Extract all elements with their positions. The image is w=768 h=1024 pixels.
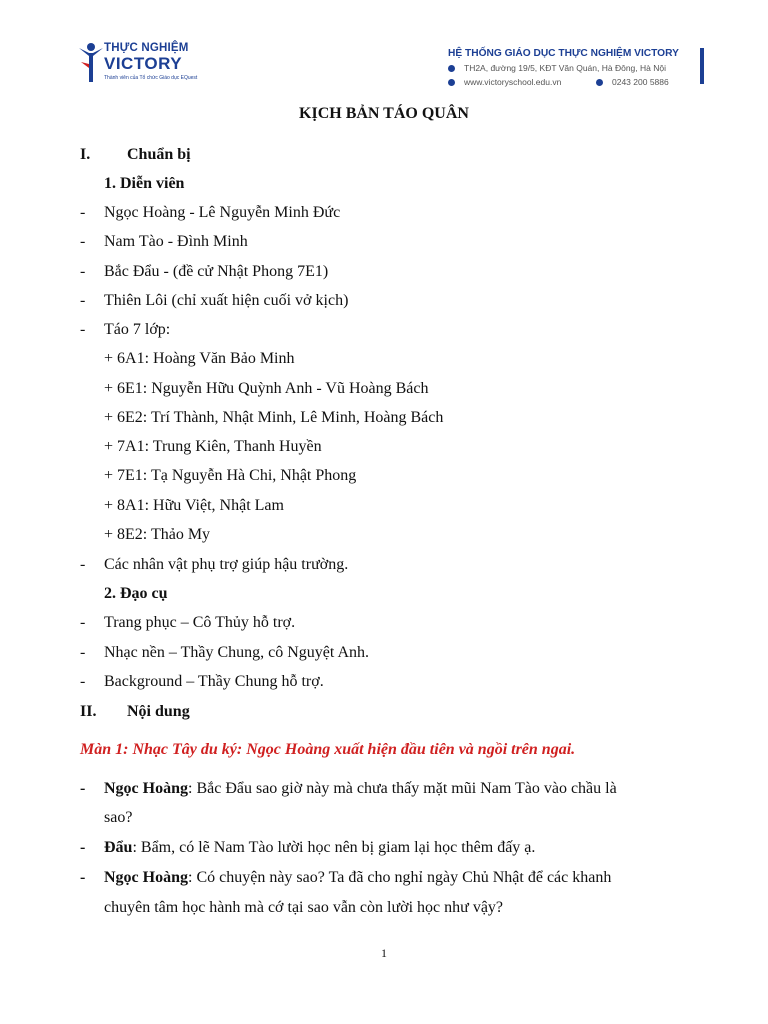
- list-item: Bắc Đẩu - (đề cử Nhật Phong 7E1): [104, 263, 329, 280]
- dialogue-text: sao?: [104, 809, 133, 826]
- org-name: HỆ THỐNG GIÁO DỤC THỰC NGHIỆM VICTORY: [448, 48, 679, 59]
- speaker-name: Đẩu: [104, 839, 133, 856]
- section-2-title: Nội dung: [127, 703, 190, 720]
- dialogue-line: [104, 779, 704, 799]
- scene-heading: Màn 1: Nhạc Tây du ký: Ngọc Hoàng xuất hiện đầu tiên và ngồi trên ngai.: [80, 741, 576, 758]
- phone-text: 0243 200 5886: [612, 77, 669, 87]
- page-number: 1: [381, 946, 387, 960]
- class-item: + 7A1: Trung Kiên, Thanh Huyền: [104, 438, 322, 455]
- dialogue-line: [104, 838, 535, 858]
- website-row: [448, 77, 561, 87]
- dialogue-bullet: -: [80, 869, 86, 886]
- list-item: Nhạc nền – Thầy Chung, cô Nguyệt Anh.: [104, 644, 369, 661]
- list-item-bullet: -: [80, 263, 86, 280]
- logo-text-line2: VICTORY: [104, 54, 183, 73]
- website-link[interactable]: www.victoryschool.edu.vn: [464, 77, 562, 87]
- list-item-bullet: -: [80, 321, 86, 338]
- speaker-name: Ngọc Hoàng: [104, 869, 188, 886]
- subsection-props: 2. Đạo cụ: [104, 585, 168, 602]
- list-item: Thiên Lôi (chỉ xuất hiện cuối vở kịch): [104, 292, 349, 309]
- dialogue-line: [104, 868, 704, 888]
- list-item: Nam Tào - Đình Minh: [104, 233, 248, 250]
- phone-icon: [596, 79, 603, 86]
- list-item-bullet: -: [80, 204, 86, 221]
- dialogue-text: : Có chuyện này sao? Ta đã cho nghỉ ngày Chủ Nhật để các khanh: [188, 869, 612, 886]
- list-item-bullet: -: [80, 644, 86, 661]
- location-icon: [448, 65, 455, 72]
- class-item: + 8E2: Thảo My: [104, 526, 211, 543]
- class-item: + 7E1: Tạ Nguyễn Hà Chi, Nhật Phong: [104, 467, 357, 484]
- list-item-bullet: -: [80, 556, 86, 573]
- phone-row: [596, 77, 669, 87]
- list-item-bullet: -: [80, 673, 86, 690]
- section-1-title: Chuẩn bị: [127, 146, 191, 163]
- address-text: TH2A, đường 19/5, KĐT Văn Quán, Hà Đông, Hà Nội: [464, 63, 666, 73]
- section-2-number: II.: [80, 703, 97, 720]
- page-title: KỊCH BẢN TÁO QUÂN: [299, 105, 469, 122]
- speaker-name: Ngọc Hoàng: [104, 780, 188, 797]
- subsection-actors: 1. Diễn viên: [104, 175, 185, 192]
- logo-tagline: Thành viên của Tổ chức Giáo dục EQuest: [104, 75, 198, 81]
- section-1-number: I.: [80, 146, 91, 163]
- class-item: + 6A1: Hoàng Văn Bảo Minh: [104, 350, 295, 367]
- victory-figure-icon: [78, 42, 104, 86]
- class-item: + 8A1: Hữu Việt, Nhật Lam: [104, 497, 284, 514]
- dialogue-text: : Bẩm, có lẽ Nam Tào lười học nên bị giam lại học thêm đấy ạ.: [132, 839, 536, 856]
- dialogue-text: chuyên tâm học hành mà cớ tại sao vẫn còn lười học như vậy?: [104, 899, 504, 916]
- list-item: Táo 7 lớp:: [104, 321, 171, 338]
- dialogue-bullet: -: [80, 780, 86, 797]
- globe-icon: [448, 79, 455, 86]
- dialogue-text: : Bắc Đẩu sao giờ này mà chưa thấy mặt mũi Nam Tào vào chầu là: [188, 780, 617, 797]
- list-item-bullet: -: [80, 233, 86, 250]
- list-item: Ngọc Hoàng - Lê Nguyễn Minh Đức: [104, 204, 341, 221]
- logo-text-line1: THỰC NGHIỆM: [104, 42, 189, 54]
- list-item: Các nhân vật phụ trợ giúp hậu trường.: [104, 556, 349, 573]
- class-item: + 6E2: Trí Thành, Nhật Minh, Lê Minh, Hoàng Bách: [104, 409, 444, 426]
- class-item: + 6E1: Nguyễn Hữu Quỳnh Anh - Vũ Hoàng Bách: [104, 380, 429, 397]
- dialogue-bullet: -: [80, 839, 86, 856]
- list-item: Background – Thầy Chung hỗ trợ.: [104, 673, 324, 690]
- list-item-bullet: -: [80, 292, 86, 309]
- address-row: [448, 63, 666, 73]
- list-item-bullet: -: [80, 614, 86, 631]
- header-accent-bar: [700, 48, 704, 84]
- list-item: Trang phục – Cô Thủy hỗ trợ.: [104, 614, 296, 631]
